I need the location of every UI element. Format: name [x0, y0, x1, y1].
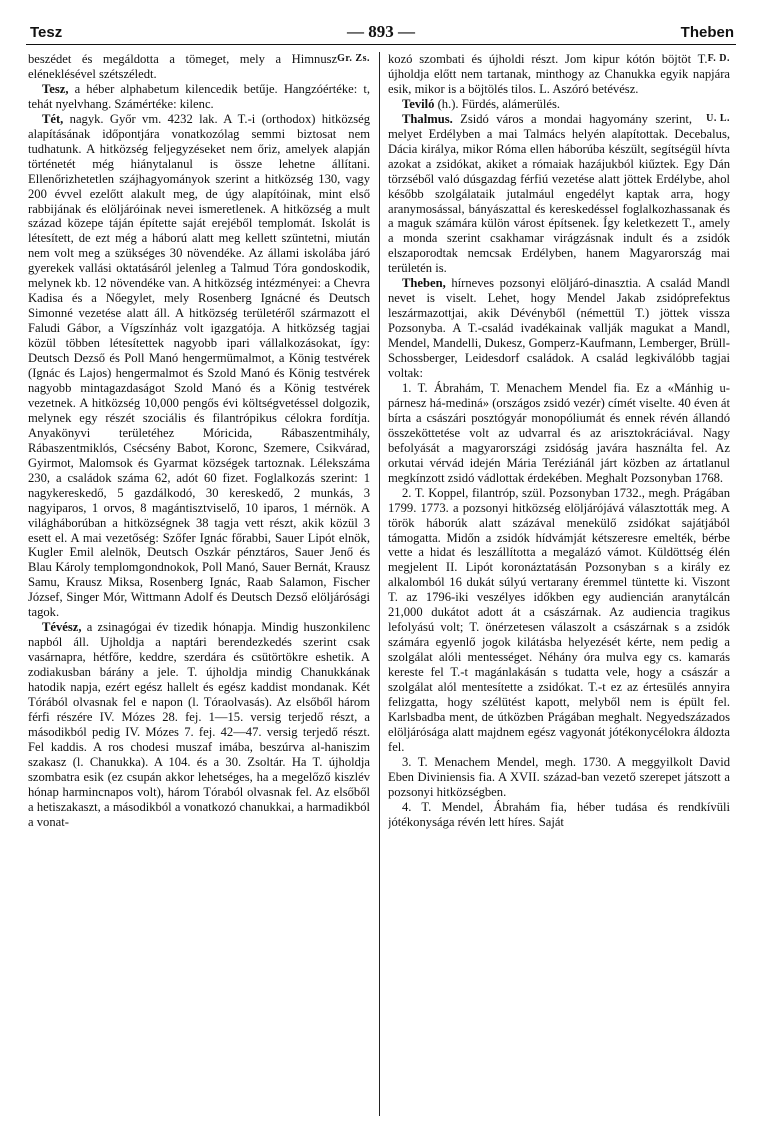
entry-text: Zsidó város a mondai hagyomány szerint, melyet Erdélyben a mai Talmács helyén alapítottak. Decebalus, Dácia királya, mikor Róma ellen háborúba készült, segítségül hívta azokat a zsidókat, akiket a rómaiak hazájukból kiűztek. Egy Dán törzséből való dúsgazdag férfiú vezetése alatt jöttek Erdélybe, ahol később szolgálataik jutalmául engedélyt kaptak arra, hogy aranymosással, bányászattal és kereskedéssel foglalkozhassanak és a maguk számára külön várost építsenek. Így keletkezett T., amely a monda szerint csakhamar virágzásnak indult és a zsidók elszaporodtak nemcsak Erdélyben, hanem Magyarország mai területén is. [388, 111, 730, 276]
entry-text: beszédet és megáldotta a tömeget, mely a Himnusz eléneklésével szétszéledt. [28, 52, 338, 81]
dictionary-page [26, 22, 736, 1122]
entry-paragraph [388, 381, 730, 486]
entry-paragraph [28, 620, 370, 829]
left-column [28, 52, 370, 1122]
page-header [26, 22, 736, 45]
entry-text: kozó szombati és újholdi részt. Jom kipur kótón böjtöt T. újholdja előtt nem tartanak, minthogy az Chanukka egyik napjára esik, mikor is a böjtölés tilos. L. Aszóró betévész. [388, 52, 730, 96]
entry-text: a héber alphabetum kilencedik betűje. Hangzóértéke: t, tehát nyelvhang. Számértéke: kilenc. [28, 81, 370, 111]
author-signature: Gr. Zs. [337, 53, 370, 64]
entry-paragraph [388, 112, 730, 276]
entry-text: nagyk. Győr vm. 4232 lak. A T.-i (orthodox) hitközség alapításának időpontjára vonatkozólag semmi biztosat nem tudhatunk. A hitközség feljegyzéseket nem őriz, amelyek alapján történetét még hiánytalanul is össze lehetne állítani. Ellenőrizhetetlen szájhagyományok szerint a hitközség 130, vagy 200 évvel ezelőtt alakult meg, de úgy alapítóinak, mint első rabbijának és elöljáróinak nevei ismeretlenek. A hitközség a mult század közepe táján építette saját erejéből templomát. Iskolát is létesített, de ezt még a háború alatt meg kellett szüntetni, miután nem volt meg a szükséges 30 növendéke. Az állami iskolába járó gyerekek vallási oktatásáról jelenleg a Talmud Tóra gondoskodik, melynek kb. 12 növendéke van. A hitközség intézményei: a Chevra Kadisa és a Nőegylet, mely Rosenberg Ignácné és Deutsch Simonné vezetése alatt áll. A hitközség területéről származott el Faludi Gábor, a Vígszínház volt igazgatója. A hitközség tagjai közül többen létesítettek nagyobb ipari vállalkozásokat, így: Deutsch Dezső és Poll Manó hengermümalmot, a König testvérek (Ignác és Lajos) hengermalmot és Szold Manó és König testvérek nagyobb mintagazdaságot Szold Manó és a König testvérek vezetnek. A hitközség 10,000 pengős évi költségvetéssel dolgozik, melynek egy részét szociális és filantrópikus célokra fordítja. Anyakönyvi területéhez Móricida, Rábaszentmihály, Rábaszentmiklós, Csécsény Babot, Koronc, Szemere, Csikvárad, Gyirmot, Malomsok és Gyarmat községek tartoznak. Lélekszáma 230, a családok száma 62, adót 60 fizet. Foglalkozás szerint: 1 nagykereskedő, 5 gazdálkodó, 30 kereskedő, 2 munkás, 3 nagyiparos, 1 orvos, 8 magántisztviselő, 10 iparos, 1 mérnök. A világháborúban a hitközségnek 38 tagja vett részt, akik közül 3 esett el. A mai vezetőség: Szőfer Ignác főrabbi, Sauer Lipót elnök, Kugler Emil alelnök, Deutsch Oszkár pénztáros, Sauer Jenő és Blau Károly templomgondnokok, Poll Manó, Sauer Bernát, Krausz Samu, Krausz Miksa, Rosenberg Ignác, Raab Salamon, Fischer József, Singer Mór, Wittmann Adolf és Deutsch Dezső elöljárósági tagok. [28, 111, 370, 620]
entry-headword: Theben, [402, 276, 446, 291]
author-signature: F. D. [707, 53, 730, 64]
entry-headword: Teviló [402, 96, 435, 111]
entry-text: hírneves pozsonyi elöljáró-dinasztia. A család Mandl nevet is viselt. Lehet, hogy Mendel Jakab zsidóprefektus leszármazottjai, akik Dévényből (némettül T.) jöttek vissza Pozsonyba. A T.-család ivadékainak vallják magukat a Mandl, Mendel, Mandelli, Dukesz, Gomperz-Kaufmann, Lemberger, Brüll-Schossberger, Leidesdorf családok. A család legkiválóbb tagjai voltak: [388, 276, 730, 381]
header-right-keyword: Theben [680, 24, 734, 41]
entry-paragraph [388, 800, 730, 830]
entry-paragraph [388, 755, 730, 800]
entry-paragraph [28, 112, 370, 620]
author-signature: U. L. [706, 112, 730, 124]
entry-paragraph [388, 486, 730, 755]
entry-headword: Tévész, [42, 620, 82, 635]
entry-headword: Tesz, [42, 81, 69, 96]
entry-paragraph [388, 97, 730, 112]
entry-headword: Tét, [42, 111, 64, 126]
entry-paragraph [388, 52, 730, 97]
entry-paragraph [28, 52, 370, 82]
column-divider [379, 52, 380, 1116]
entry-text: 1. T. Ábrahám, T. Menachem Mendel fia. Ez a «Mánhig u-párnesz há-mediná» (országos zsidó vezér) címét viselte. 40 éven át bírta a császári posztógyár monopóliumát és ennek révén állandó összeköttetése volt az udvarral és az arisztokráciával. Nagy befolyását a magyarországi zsidóság javára használta fel. Az orkutai vérvád idején Mária Teréziánál járt közben az ártatlanul megkínzott zsidó vádlottak érdekében. Meghalt Pozsonyban 1768. [388, 380, 730, 485]
page-number: — 893 — [347, 22, 415, 41]
entry-text: a zsinagógai év tizedik hónapja. Mindig huszonkilenc napból áll. Ujholdja a naptári berendezkedés szerint csak vasárnapra, hétfőre, keddre, szerdára és csütörtökre eshetik. A zodiakusban bárány a jele. T. újholdja mindig Chanukkának hatodik napja, ezért egész hallelt és egész kaddist mondanak. Két Tórából olvasnak fel e napon (l. Tóraolvasás). Az elsőből három férfi részére IV. Mózes 28. fej. 1—15. versig terjedő részt, a másodikból pedig IV. Mózes 7. fej. 42—47. versig terjedő részt. Fel kaddis. A ros chodesi muszaf imába, beszúrva al-haniszim szakasz (l. Chanukka). A 104. és a 30. Zsoltár. Ha T. újholdja szombatra esik (ez csupán akkor lehetséges, ha a megelőző kiszlév hónap harmincnapos volt), három Tóraból olvasnak fel. Az elsőből a hetiszakaszt, a másodikból a vonatkozó chanukkai, a harmadikból a vonat- [28, 620, 370, 829]
entry-text: 2. T. Koppel, filantróp, szül. Pozsonyban 1732., megh. Prágában 1799. 1773. a pozsonyi hitközség elöljárójává választották meg. A török háborúk alatt százával menekülő zsidókat sajátjából támogatta. Midőn a zsidók hídvámját kétszeresre emelték, bérbe vette a hidat és leszállította a megalázó vámot. Küldöttség élén megjelent II. Lipót koronáztatásán Pozsonyban s a király ez alkalomból 16 dukát súlyú vertarany éremmel tüntette ki. Viszont T. az 1796-iki veszélyes időkben egy audiencián aranytálcán 21,000 dukátot adott át a császárnak. Az audiencia tragikus lefolyású volt; T. önérzetesen válaszolt a császárnak s a zsidók számára egyenlő jogok kilátásba helyezését kérte, nem pedig a szolgálat alóli mentességet. Néhány óra mulva egy cs. kamarás kereste fel T.-t magánlakásán s tudatta vele, hogy a császár a szolgálat alól mentesítette a zsidókat. T.-t ez az értesülés annyira felizgatta, hogy szélütést kapott, melyből nem is épült fel. Karlsbadba ment, de útközben Prágában meghalt. Negyedszázados elöljárósága alatt majdnem egész vagyonát jótékonycélokra áldozta fel. [388, 485, 730, 754]
entry-text: (h.). Fürdés, alámerülés. [434, 96, 560, 111]
entry-headword: Thalmus. [402, 111, 453, 126]
entry-text: 4. T. Mendel, Ábrahám fia, héber tudása és rendkívüli jótékonysága révén lett híres. Saját [388, 799, 730, 829]
right-column [388, 52, 730, 1122]
header-left-keyword: Tesz [30, 24, 63, 41]
entry-paragraph [28, 82, 370, 112]
entry-text: 3. T. Menachem Mendel, megh. 1730. A meggyilkolt David Eben Diviniensis fia. A XVII. század-ban vezető szerepet játszott a pozsonyi hitközségben. [388, 754, 730, 799]
entry-paragraph [388, 276, 730, 381]
columns [26, 52, 736, 1122]
